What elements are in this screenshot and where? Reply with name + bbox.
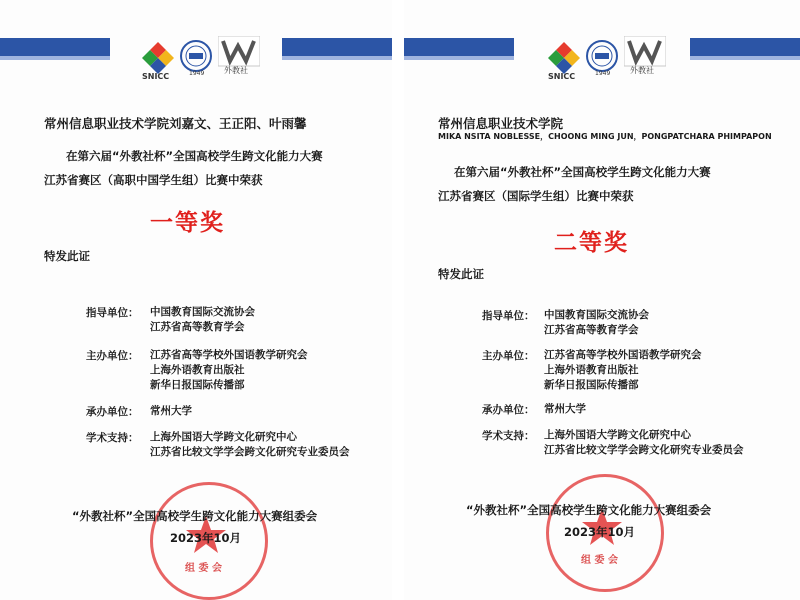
header-logos	[140, 32, 260, 90]
host-unit-3: 新华日报国际传播部	[150, 379, 245, 391]
header-logos	[546, 32, 666, 90]
committee-signature: “外教社杯”全国高校学生跨文化能力大赛组委会	[72, 509, 318, 523]
header-band-right	[282, 38, 392, 56]
support-unit-2: 江苏省比较文学学会跨文化研究专业委员会	[150, 446, 350, 458]
issue-date: 2023年10月	[564, 525, 636, 539]
committee-signature: “外教社杯”全国高校学生跨文化能力大赛组委会	[466, 503, 712, 517]
undertake-label: 承办单位：	[86, 406, 139, 418]
university-seal-icon	[180, 40, 212, 72]
seal-year: 1949	[189, 70, 205, 77]
certificate-first-prize	[0, 0, 392, 600]
header-band-right	[690, 38, 800, 56]
recipient-name: 常州信息职业技术学院	[438, 116, 564, 131]
publisher-logo-text: 外教社	[630, 66, 654, 75]
guide-label: 指导单位：	[482, 310, 535, 322]
award-title: 一等奖	[150, 210, 225, 236]
guide-unit-2: 江苏省高等教育学会	[544, 324, 639, 336]
support-unit-2: 江苏省比较文学学会跨文化研究专业委员会	[544, 444, 744, 456]
guide-unit-2: 江苏省高等教育学会	[150, 321, 245, 333]
award-line-1: 在第六届“外教社杯”全国高校学生跨文化能力大赛	[66, 149, 323, 163]
guide-label: 指导单位：	[86, 307, 139, 319]
issue-statement: 特发此证	[438, 267, 484, 281]
recipient-name: 常州信息职业技术学院刘嘉文、王正阳、叶雨馨	[44, 116, 307, 131]
host-unit-3: 新华日报国际传播部	[544, 379, 639, 391]
host-label: 主办单位：	[86, 350, 139, 362]
award-line-2: 江苏省赛区（高职中国学生组）比赛中荣获	[44, 173, 263, 187]
support-unit-1: 上海外国语大学跨文化研究中心	[544, 429, 691, 441]
host-unit-1: 江苏省高等学校外国语教学研究会	[544, 349, 702, 361]
snicc-logo-text: SNICC	[142, 72, 170, 81]
host-unit-2: 上海外语教育出版社	[150, 364, 245, 376]
publisher-logo-text: 外教社	[224, 66, 248, 75]
award-line-2: 江苏省赛区（国际学生组）比赛中荣获	[438, 189, 634, 203]
issue-date: 2023年10月	[170, 531, 242, 545]
recipient-student-names: MIKA NSITA NOBLESSE，CHOONG MING JUN，PONGPATCHARA PHIMPAPON	[438, 132, 772, 141]
support-label: 学术支持：	[482, 430, 535, 442]
guide-unit-1: 中国教育国际交流协会	[544, 309, 649, 321]
host-unit-2: 上海外语教育出版社	[544, 364, 639, 376]
university-seal-icon	[586, 40, 618, 72]
stamp-text: 组 委 会	[581, 555, 618, 566]
award-line-1: 在第六届“外教社杯”全国高校学生跨文化能力大赛	[454, 165, 711, 179]
undertake-label: 承办单位：	[482, 404, 535, 416]
header-band-left	[0, 38, 110, 56]
header-band-left	[404, 38, 514, 56]
host-unit-1: 江苏省高等学校外国语教学研究会	[150, 349, 308, 361]
guide-unit-1: 中国教育国际交流协会	[150, 306, 255, 318]
certificate-second-prize	[404, 0, 800, 600]
issue-statement: 特发此证	[44, 249, 90, 263]
stamp-text: 组 委 会	[185, 563, 222, 574]
support-unit-1: 上海外国语大学跨文化研究中心	[150, 431, 297, 443]
host-label: 主办单位：	[482, 350, 535, 362]
award-title: 二等奖	[554, 230, 629, 256]
undertake-unit-1: 常州大学	[150, 405, 192, 417]
undertake-unit-1: 常州大学	[544, 403, 586, 415]
snicc-logo-text: SNICC	[548, 72, 576, 81]
support-label: 学术支持：	[86, 432, 139, 444]
seal-year: 1949	[595, 70, 611, 77]
